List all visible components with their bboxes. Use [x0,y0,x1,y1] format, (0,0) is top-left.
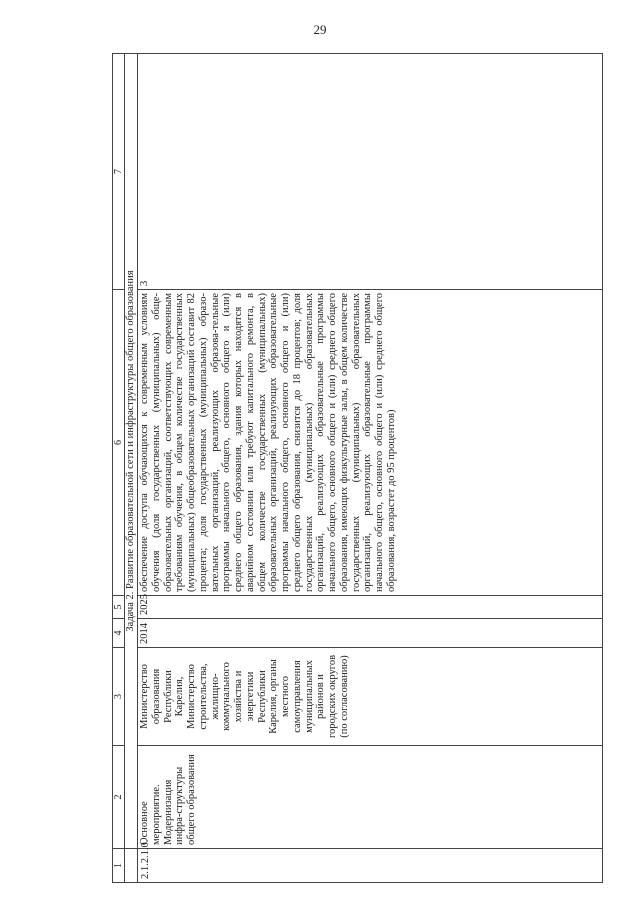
column-number-row [113,54,125,883]
task-spacer [125,849,138,883]
end-year: 2025 [138,596,603,619]
column-number-3: 3 [113,648,125,746]
column-number-6: 6 [113,290,125,596]
column-number-4: 4 [113,619,125,648]
task-title: Задача 2. Развитие образовательной сети и инфраструктуры общего образования [125,54,138,849]
page-number: 29 [313,22,327,37]
column-number-7: 7 [113,54,125,290]
column-7-value: 3 [138,54,603,290]
table-row [138,54,603,883]
activity-code: 2.1.2.1.0. [138,849,603,883]
task-row [125,54,138,883]
rotated-table-wrapper [112,53,603,883]
expected-results: обеспечение доступа обучающихся к современным условиям обучения (доля государственных (муниципальных) обще-образовательных организаций, соответствующих современным требованиям обучения, в общем количестве государственных (муниципальных) общеобразовательных организаций составит 82 процента; доля государственных (муниципальных) образо-вательных организаций, реализующих образова-тельные программы начального общего, основного общего и (или) среднего общего образования, здания которых находятся в аварийном состоянии или требуют капитального ремонта, в общем количестве государственных (муниципальных) образовательных организаций, реализующих образовательные программы начального общего, основного общего и (или) среднего общего образования, снизится до 18 процентов; доля государственных (муниципальных) образовательных организаций, реализующих образовательные программы начального общего, основного общего и (или) среднего общего образования, имеющих физкультурные залы, в общем количестве государственных (муниципальных) образовательных организаций, реализующих образовательные программы начального общего, основного общего и (или) среднего общего образования, возрастет до 95 процентов) [138,290,603,596]
activity-table [112,53,603,883]
column-number-5: 5 [113,596,125,619]
column-number-1: 1 [113,849,125,883]
activity-name: Основное мероприятие. Модернизация инфра-структуры общего образования [138,746,603,849]
executors: Министерство образования Республики Карелия, Министерство строительства, жилищно-коммунального хозяйства и энергетики Республики Карелия, органы местного самоуправления муниципальных районов и городских округов (по согласованию) [138,648,603,746]
rotated-table-area [112,53,603,883]
start-year: 2014 [138,619,603,648]
column-number-2: 2 [113,746,125,849]
